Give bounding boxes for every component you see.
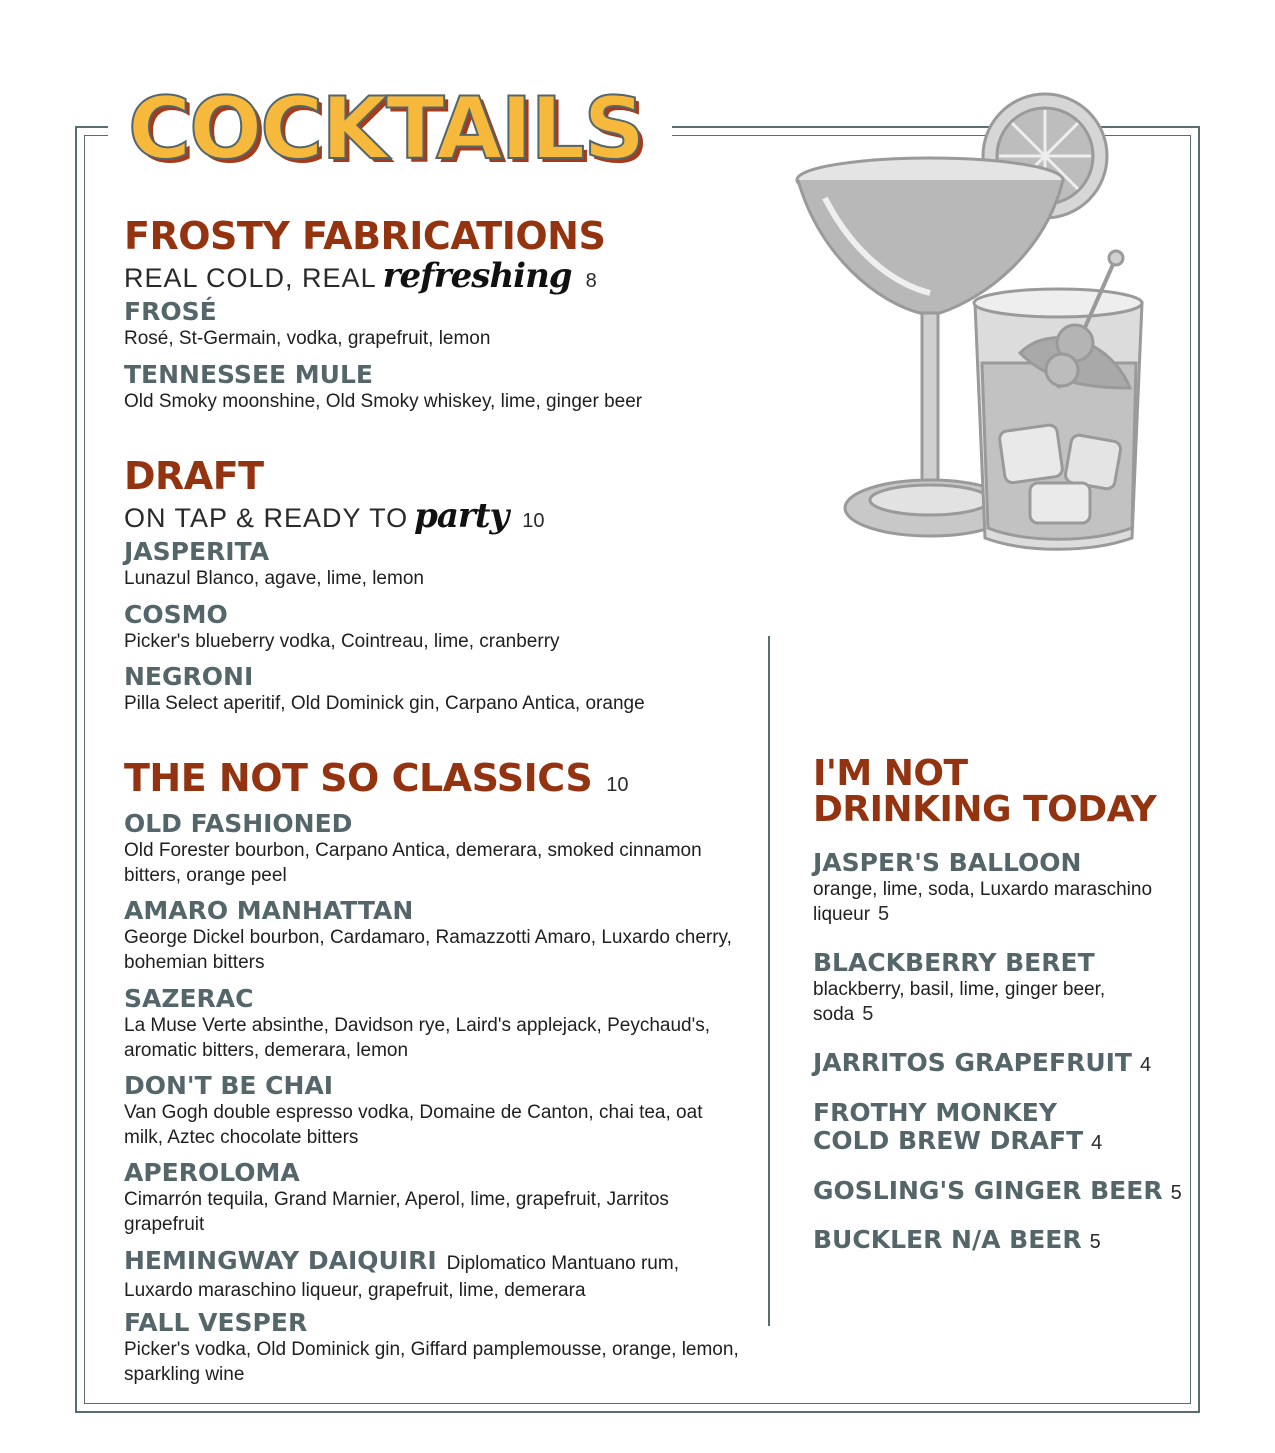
item-name: FALL VESPER bbox=[124, 1308, 308, 1337]
section-price: 8 bbox=[585, 270, 597, 292]
section-title-classics bbox=[124, 756, 628, 800]
item-name bbox=[124, 1247, 744, 1278]
item-description: Picker's blueberry vodka, Cointreau, lime, cranberry bbox=[124, 631, 560, 652]
item-description bbox=[813, 977, 1158, 1027]
item-name: TENNESSEE MULE bbox=[124, 360, 373, 389]
item-description: Cimarrón tequila, Grand Marnier, Aperol, lime, grapefruit, Jarritos grapefruit bbox=[124, 1189, 669, 1235]
menu-item bbox=[124, 538, 744, 591]
item-description bbox=[813, 877, 1158, 927]
menu-item bbox=[124, 361, 744, 414]
item-name: OLD FASHIONED bbox=[124, 809, 353, 838]
menu-item bbox=[813, 949, 1158, 1027]
item-description: Lunazul Blanco, agave, lime, lemon bbox=[124, 568, 424, 589]
item-description: Old Forester bourbon, Carpano Antica, demerara, smoked cinnamon bitters, orange peel bbox=[124, 840, 702, 886]
item-name bbox=[813, 1176, 1182, 1207]
tagline-script: refreshing bbox=[382, 256, 572, 296]
item-name: BLACKBERRY BERET bbox=[813, 948, 1095, 977]
item-price: 5 bbox=[862, 1003, 874, 1025]
tagline-text: REAL COLD, REAL bbox=[124, 263, 377, 293]
item-price: 4 bbox=[1139, 1054, 1152, 1076]
item-name: APEROLOMA bbox=[124, 1158, 300, 1187]
item-description: Van Gogh double espresso vodka, Domaine de Canton, chai tea, oat milk, Aztec chocolate bitters bbox=[124, 1102, 703, 1148]
item-price: 5 bbox=[1089, 1231, 1101, 1253]
menu-item bbox=[124, 663, 744, 716]
menu-item bbox=[813, 1099, 1158, 1157]
section-price: 10 bbox=[522, 510, 545, 532]
item-name-text: HEMINGWAY DAIQUIRI bbox=[124, 1246, 437, 1275]
tagline-script: party bbox=[414, 496, 509, 536]
menu-item bbox=[124, 985, 744, 1063]
menu-item bbox=[813, 1226, 1158, 1256]
menu-item bbox=[124, 1309, 744, 1387]
menu-item bbox=[124, 1159, 744, 1237]
section-title-text: THE NOT SO CLASSICS bbox=[124, 756, 593, 800]
item-description: Luxardo maraschino liqueur, grapefruit, lime, demerara bbox=[124, 1280, 586, 1301]
item-name bbox=[813, 1049, 1158, 1079]
cocktail-glasses-illustration-icon bbox=[790, 88, 1160, 558]
item-description-text: blackberry, basil, lime, ginger beer, soda bbox=[813, 979, 1106, 1025]
item-name-text: BUCKLER N/A BEER bbox=[813, 1225, 1082, 1254]
menu-item bbox=[124, 298, 744, 351]
item-description: Rosé, St-Germain, vodka, grapefruit, lemon bbox=[124, 328, 491, 349]
section-title-draft: DRAFT bbox=[124, 454, 264, 498]
menu-item bbox=[124, 601, 744, 654]
section-price: 10 bbox=[606, 774, 629, 796]
menu-item bbox=[124, 810, 744, 888]
item-name-text: GOSLING'S GINGER BEER bbox=[813, 1176, 1163, 1205]
section-title-nonalc bbox=[813, 753, 1157, 830]
item-price: 5 bbox=[878, 903, 890, 925]
menu-item bbox=[124, 1247, 744, 1303]
item-description: Old Smoky moonshine, Old Smoky whiskey, lime, ginger beer bbox=[124, 391, 643, 412]
section-title-line: I'M NOT bbox=[813, 753, 968, 794]
menu-item bbox=[813, 1176, 1182, 1207]
item-description-text: orange, lime, soda, Luxardo maraschino liqueur bbox=[813, 879, 1153, 925]
item-name bbox=[813, 1127, 1158, 1157]
item-inline-description: Diplomatico Mantuano rum, bbox=[446, 1253, 679, 1274]
item-name: JASPERITA bbox=[124, 537, 270, 566]
item-price: 4 bbox=[1091, 1132, 1103, 1154]
menu-item bbox=[813, 1049, 1158, 1079]
item-name: FROTHY MONKEY bbox=[813, 1098, 1057, 1127]
item-name: NEGRONI bbox=[124, 662, 254, 691]
item-name-text: COLD BREW DRAFT bbox=[813, 1126, 1084, 1155]
tagline-text: ON TAP & READY TO bbox=[124, 503, 409, 533]
item-name bbox=[813, 1226, 1158, 1256]
item-price: 5 bbox=[1170, 1182, 1182, 1204]
section-title-line: DRINKING TODAY bbox=[813, 789, 1157, 830]
item-name: COSMO bbox=[124, 600, 228, 629]
page-title: COCKTAILS bbox=[128, 79, 644, 179]
section-title-frosty: FROSTY FABRICATIONS bbox=[124, 214, 606, 258]
item-description: Picker's vodka, Old Dominick gin, Giffard pamplemousse, orange, lemon, sparkling wine bbox=[124, 1339, 739, 1385]
item-name: DON'T BE CHAI bbox=[124, 1071, 334, 1100]
item-description: La Muse Verte absinthe, Davidson rye, Laird's applejack, Peychaud's, aromatic bitters, demerara, lemon bbox=[124, 1015, 711, 1061]
item-name: SAZERAC bbox=[124, 984, 254, 1013]
column-divider bbox=[768, 636, 770, 1326]
section-tagline-frosty bbox=[124, 256, 597, 296]
item-name-text: JARRITOS GRAPEFRUIT bbox=[813, 1048, 1132, 1077]
menu-item bbox=[124, 897, 744, 975]
section-tagline-draft bbox=[124, 496, 545, 536]
item-name: JASPER'S BALLOON bbox=[813, 848, 1082, 877]
menu-item bbox=[124, 1072, 744, 1150]
item-name: AMARO MANHATTAN bbox=[124, 896, 414, 925]
menu-item bbox=[813, 849, 1158, 927]
item-description: Pilla Select aperitif, Old Dominick gin, Carpano Antica, orange bbox=[124, 693, 645, 714]
item-name: FROSÉ bbox=[124, 297, 217, 326]
item-description: George Dickel bourbon, Cardamaro, Ramazzotti Amaro, Luxardo cherry, bohemian bitters bbox=[124, 927, 732, 973]
